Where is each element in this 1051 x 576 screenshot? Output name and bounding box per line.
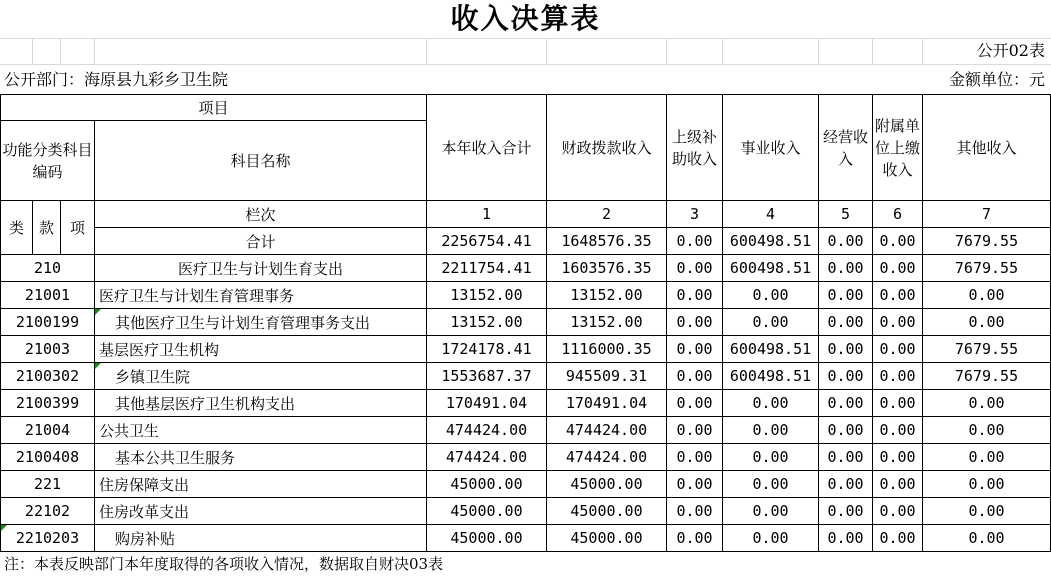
amount-cell: 474424.00: [427, 417, 547, 444]
amount-cell: 0.00: [873, 417, 923, 444]
income-table: [0, 94, 1051, 552]
amount-cell: 600498.51: [723, 363, 819, 390]
amount-cell: 0.00: [819, 498, 873, 525]
footnote: 注：本表反映部门本年度取得的各项收入情况，数据取自财决03表: [4, 555, 444, 573]
amount-cell: 0.00: [819, 525, 873, 552]
function-code-cell: [1, 525, 95, 552]
table-row: [1, 336, 1051, 363]
function-code-cell: [1, 309, 95, 336]
amount-cell: 0.00: [667, 390, 723, 417]
amount-cell: 1553687.37: [427, 363, 547, 390]
function-code: 2100399: [15, 394, 80, 412]
department-label: 公开部门：海原县九彩乡卫生院: [4, 70, 229, 89]
subject-name-cell: [95, 390, 427, 417]
total-cell: 1648576.35: [547, 228, 667, 255]
header-lei: 类: [1, 201, 33, 255]
col-number: 4: [723, 201, 819, 228]
amount-cell: 0.00: [819, 444, 873, 471]
amount-cell: 13152.00: [427, 282, 547, 309]
header-total-income: 本年收入合计: [427, 95, 547, 201]
subject-name: 医疗卫生与计划生育支出: [177, 259, 343, 278]
table-row: [1, 363, 1051, 390]
amount-cell: 45000.00: [547, 498, 667, 525]
subject-name-cell: [95, 336, 427, 363]
amount-cell: 0.00: [723, 309, 819, 336]
subject-name: 住房保障支出: [99, 475, 190, 494]
amount-cell: 0.00: [873, 444, 923, 471]
amount-cell: 474424.00: [547, 417, 667, 444]
amount-cell: 0.00: [723, 417, 819, 444]
header-item: 项目: [1, 95, 427, 121]
header-operating: 经营收入: [819, 95, 873, 201]
grid-line: [546, 38, 547, 64]
total-cell: 0.00: [667, 228, 723, 255]
amount-cell: 7679.55: [923, 255, 1051, 282]
amount-cell: 0.00: [819, 390, 873, 417]
header-superior: 上级补助收入: [667, 95, 723, 201]
subject-name: 住房改革支出: [99, 502, 190, 521]
amount-cell: 0.00: [723, 390, 819, 417]
grid-line: [0, 38, 1051, 39]
col-number: 2: [547, 201, 667, 228]
table-row: [1, 417, 1051, 444]
header-func-code: 功能分类科目编码: [1, 121, 95, 201]
header-fiscal: 财政拨款收入: [547, 95, 667, 201]
total-row: [1, 228, 1051, 255]
amount-cell: 600498.51: [723, 255, 819, 282]
unit-label: 金额单位：元: [948, 70, 1045, 89]
function-code: 210: [33, 259, 62, 277]
amount-cell: 170491.04: [427, 390, 547, 417]
amount-cell: 0.00: [667, 444, 723, 471]
amount-cell: 0.00: [819, 255, 873, 282]
header-affiliated: 附属单位上缴收入: [873, 95, 923, 201]
total-cell: 0.00: [873, 228, 923, 255]
amount-cell: 2211754.41: [427, 255, 547, 282]
amount-cell: 0.00: [923, 309, 1051, 336]
header-lanci: 栏次: [95, 201, 427, 228]
amount-cell: 0.00: [923, 444, 1051, 471]
amount-cell: 0.00: [723, 471, 819, 498]
amount-cell: 170491.04: [547, 390, 667, 417]
grid-line: [60, 38, 61, 64]
function-code-cell: [1, 282, 95, 309]
amount-cell: 13152.00: [547, 282, 667, 309]
amount-cell: 0.00: [873, 363, 923, 390]
amount-cell: 0.00: [873, 498, 923, 525]
col-number: 1: [427, 201, 547, 228]
grid-line: [818, 38, 819, 64]
amount-cell: 0.00: [819, 336, 873, 363]
subject-name: 医疗卫生与计划生育管理事务: [99, 286, 295, 305]
subject-name: 乡镇卫生院: [115, 367, 191, 386]
subject-name-cell: [95, 525, 427, 552]
cell-marker-icon: [95, 363, 101, 369]
amount-cell: 0.00: [667, 363, 723, 390]
amount-cell: 13152.00: [427, 309, 547, 336]
subject-name-cell: [95, 444, 427, 471]
grid-line: [426, 38, 427, 64]
grid-line: [922, 38, 923, 64]
table-row: [1, 282, 1051, 309]
grid-line: [872, 38, 873, 64]
amount-cell: 0.00: [873, 309, 923, 336]
amount-cell: 0.00: [723, 498, 819, 525]
amount-cell: 0.00: [819, 471, 873, 498]
amount-cell: 0.00: [873, 336, 923, 363]
amount-cell: 0.00: [923, 498, 1051, 525]
amount-cell: 0.00: [667, 498, 723, 525]
amount-cell: 0.00: [873, 525, 923, 552]
amount-cell: 0.00: [667, 336, 723, 363]
amount-cell: 0.00: [667, 255, 723, 282]
grid-line: [0, 64, 1051, 65]
grid-line: [666, 38, 667, 64]
amount-cell: 474424.00: [547, 444, 667, 471]
amount-cell: 1116000.35: [547, 336, 667, 363]
amount-cell: 0.00: [819, 363, 873, 390]
function-code-cell: [1, 336, 95, 363]
subject-name: 基本公共卫生服务: [115, 448, 236, 467]
amount-cell: 45000.00: [427, 498, 547, 525]
function-code: 2100199: [15, 313, 80, 331]
amount-cell: 1724178.41: [427, 336, 547, 363]
function-code-cell: [1, 363, 95, 390]
amount-cell: 0.00: [667, 471, 723, 498]
amount-cell: 0.00: [667, 309, 723, 336]
amount-cell: 0.00: [723, 282, 819, 309]
amount-cell: 45000.00: [427, 525, 547, 552]
amount-cell: 0.00: [667, 282, 723, 309]
col-number: 7: [923, 201, 1051, 228]
subject-name-cell: [95, 417, 427, 444]
amount-cell: 0.00: [819, 282, 873, 309]
function-code: 21003: [24, 340, 71, 358]
grid-line: [94, 38, 95, 64]
grid-line: [32, 38, 33, 64]
function-code: 221: [33, 475, 62, 493]
amount-cell: 0.00: [819, 309, 873, 336]
amount-cell: 0.00: [923, 282, 1051, 309]
table-row: [1, 471, 1051, 498]
subject-name-cell: [95, 309, 427, 336]
page-title: 收入决算表: [450, 2, 601, 35]
header-subject-name: 科目名称: [95, 121, 427, 201]
amount-cell: 0.00: [923, 417, 1051, 444]
header-other: 其他收入: [923, 95, 1051, 201]
function-code: 2210203: [15, 529, 80, 547]
amount-cell: 600498.51: [723, 336, 819, 363]
subject-name: 购房补贴: [115, 529, 176, 548]
table-row: [1, 525, 1051, 552]
amount-cell: 0.00: [873, 255, 923, 282]
amount-cell: 45000.00: [427, 471, 547, 498]
subject-name: 其他医疗卫生与计划生育管理事务支出: [115, 313, 371, 332]
form-code: 公开02表: [976, 41, 1045, 60]
subject-name-cell: [95, 282, 427, 309]
amount-cell: 0.00: [667, 417, 723, 444]
amount-cell: 0.00: [723, 525, 819, 552]
amount-cell: 945509.31: [547, 363, 667, 390]
table-row: [1, 309, 1051, 336]
header-business: 事业收入: [723, 95, 819, 201]
total-cell: 600498.51: [723, 228, 819, 255]
amount-cell: 7679.55: [923, 336, 1051, 363]
subject-name: 其他基层医疗卫生机构支出: [115, 394, 296, 413]
function-code-cell: [1, 498, 95, 525]
col-number: 5: [819, 201, 873, 228]
function-code: 2100302: [15, 367, 80, 385]
grid-line: [722, 38, 723, 64]
amount-cell: 0.00: [723, 444, 819, 471]
amount-cell: 0.00: [923, 471, 1051, 498]
function-code-cell: [1, 255, 95, 282]
col-number: 6: [873, 201, 923, 228]
function-code: 2100408: [15, 448, 80, 466]
amount-cell: 1603576.35: [547, 255, 667, 282]
amount-cell: 0.00: [873, 282, 923, 309]
cell-marker-icon: [1, 525, 7, 531]
amount-cell: 7679.55: [923, 363, 1051, 390]
amount-cell: 0.00: [819, 417, 873, 444]
function-code: 22102: [24, 502, 71, 520]
amount-cell: 0.00: [923, 525, 1051, 552]
header-xiang: 项: [61, 201, 95, 255]
total-label: 合计: [95, 228, 427, 255]
amount-cell: 45000.00: [547, 525, 667, 552]
amount-cell: 474424.00: [427, 444, 547, 471]
amount-cell: 0.00: [873, 471, 923, 498]
function-code: 21004: [24, 421, 71, 439]
amount-cell: 0.00: [873, 390, 923, 417]
table-row: [1, 255, 1051, 282]
table-row: [1, 498, 1051, 525]
amount-cell: 0.00: [923, 390, 1051, 417]
function-code-cell: [1, 471, 95, 498]
subject-name-cell: [95, 471, 427, 498]
function-code-cell: [1, 444, 95, 471]
subject-name-cell: [95, 363, 427, 390]
cell-marker-icon: [95, 309, 101, 315]
table-row: [1, 444, 1051, 471]
subject-name-cell: [95, 498, 427, 525]
total-cell: 2256754.41: [427, 228, 547, 255]
subject-name-cell: [95, 255, 427, 282]
col-number: 3: [667, 201, 723, 228]
function-code-cell: [1, 390, 95, 417]
function-code-cell: [1, 417, 95, 444]
header-kuan: 款: [33, 201, 61, 255]
subject-name: 公共卫生: [99, 421, 160, 440]
total-cell: 7679.55: [923, 228, 1051, 255]
subject-name: 基层医疗卫生机构: [99, 340, 220, 359]
amount-cell: 45000.00: [547, 471, 667, 498]
amount-cell: 0.00: [667, 525, 723, 552]
total-cell: 0.00: [819, 228, 873, 255]
function-code: 21001: [24, 286, 71, 304]
amount-cell: 13152.00: [547, 309, 667, 336]
table-row: [1, 390, 1051, 417]
